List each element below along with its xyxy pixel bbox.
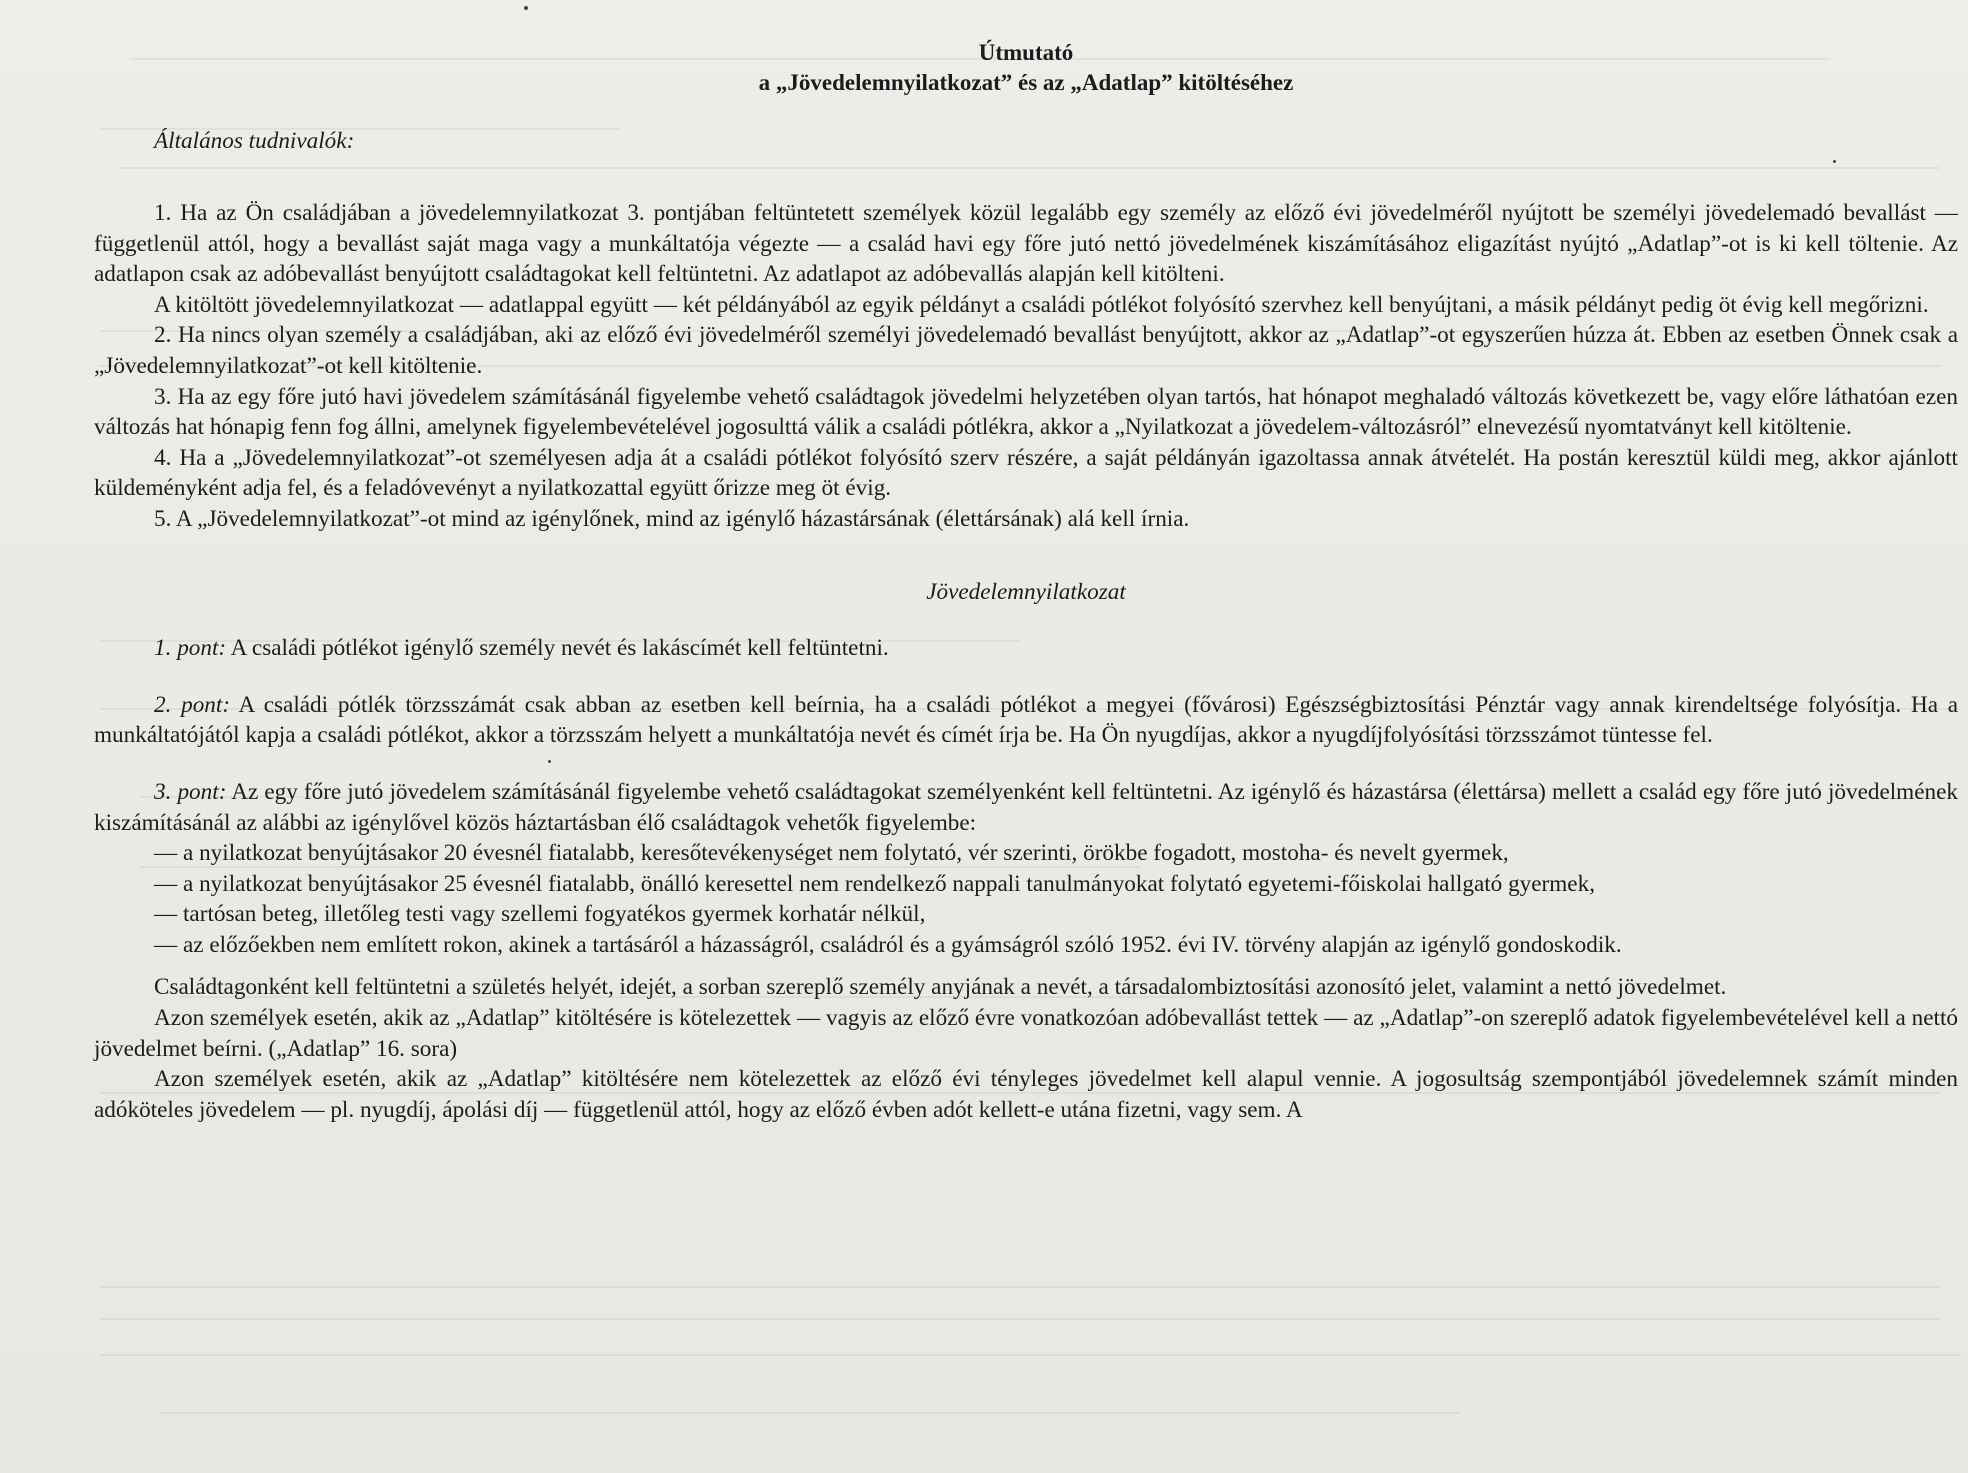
adatlap-required-paragraph: Azon személyek esetén, akik az „Adatlap” kitöltésére is kötelezettek — vagyis az előző évre vonatkozóan adóbevallást tettek — az „Adatlap”-on szereplő adatok figyelembevételével kell a nettó jövedelmet beírni. („Adatlap” 16. sora)	[94, 1005, 1958, 1062]
page-title: Útmutató	[978, 40, 1074, 65]
point-1-text: A családi pótlékot igénylő személy nevét és lakáscímét kell feltüntetni.	[226, 635, 889, 662]
general-paragraph-2: 2. Ha nincs olyan személy a családjában, aki az előző évi jövedelméről személyi jövedelemadó bevallást benyújtott, akkor az „Adatlap”-ot egyszerűen húzza át. Ebben az esetben Önnek csak a „Jövedelemnyilatkozat”-ot kell kitöltenie.	[94, 322, 1958, 379]
general-paragraph-1b: A kitöltött jövedelemnyilatkozat — adatlappal együtt — két példányából az egyik példányt a családi pótlékot folyósító szervhez kell benyújtani, a másik példányt pedig öt évig kell megőrizni.	[154, 291, 1929, 318]
list-item: — az előzőekben nem említett rokon, akinek a tartásáról a házasságról, családról és a gyámságról szóló 1952. évi IV. törvény alapján az igénylő gondoskodik.	[154, 931, 1622, 958]
page-subtitle: a „Jövedelemnyilatkozat” és az „Adatlap” kitöltéséhez	[758, 70, 1294, 95]
general-paragraph-4: 4. Ha a „Jövedelemnyilatkozat”-ot személyesen adja át a családi pótlékot folyósító szerv részére, a saját példányán igazoltassa annak átvételét. Ha postán keresztül küldi meg, akkor ajánlott küldeményként adja fel, és a feladóvevényt a nyilatkozattal együtt őrizze meg öt évig.	[94, 444, 1958, 502]
point-2-text: A családi pótlék törzsszámát csak abban az esetben kell beírnia, ha a családi pótlékot a megyei (fővárosi) Egészségbiztosítási Pénztár vagy annak kirendeltsége folyósítja. Ha a munkáltatójától kapja a családi pótlékot, akkor a törzsszám helyett a munkáltatója nevét és címét írja be. Ha Ön nyugdíjas, akkor a nyugdíjfolyósítási törzsszámot tüntesse fel.	[94, 691, 1959, 749]
speck	[524, 6, 528, 10]
list-item: — a nyilatkozat benyújtásakor 20 évesnél fiatalabb, keresőtevékenységet nem folytató, vér szerinti, örökbe fogadott, mostoha- és nevelt gyermek,	[154, 840, 1509, 867]
point-2-label: 2. pont:	[154, 691, 231, 718]
general-heading: Általános tudnivalók:	[154, 128, 355, 154]
general-paragraph-1: 1. Ha az Ön családjában a jövedelemnyilatkozat 3. pontjában feltüntetett személyek közül legalább egy személy az előző évi jövedelméről nyújtott be személyi jövedelemadó bevallást — függetlenül attól, hogy a bevallást saját maga vagy a munkáltatója végezte — a család havi egy főre jutó nettó jövedelmének kiszámításához eligazítást nyújtó „Adatlap”-ot is ki kell töltenie. Az adatlapon csak az adóbevallást benyújtott családtagokat kell feltüntetni. Az adatlapot az adóbevallás alapján kell kitölteni.	[94, 200, 1958, 288]
point-3	[94, 777, 1958, 838]
point-1-label: 1. pont:	[154, 635, 227, 662]
members-paragraph: Családtagonként kell feltüntetni a születés helyét, idejét, a sorban szereplő személy anyjának a nevét, a társadalombiztosítási azonosító jelet, valamint a nettó jövedelmet.	[154, 974, 1727, 1001]
point-3-label: 3. pont:	[154, 778, 227, 805]
general-paragraph-5: 5. A „Jövedelemnyilatkozat”-ot mind az igénylőnek, mind az igénylő házastársának (élettársának) alá kell írnia.	[154, 505, 1190, 532]
document-body	[94, 38, 1958, 1125]
adatlap-not-required-paragraph: Azon személyek esetén, akik az „Adatlap” kitöltésére nem kötelezettek az előző évi tényleges jövedelmet kell alapul vennie. A jogosultság szempontjából jövedelemnek számít minden adóköteles jövedelem — pl. nyugdíj, ápolási díj — függetlenül attól, hogy az előző évben adót kellett-e utána fizetni, vagy sem. A	[94, 1066, 1958, 1123]
point-1	[94, 633, 1958, 664]
point-2	[94, 690, 1958, 751]
list-item: — tartósan beteg, illetőleg testi vagy szellemi fogyatékos gyermek korhatár nélkül,	[154, 901, 926, 928]
list-item: — a nyilatkozat benyújtásakor 25 évesnél fiatalabb, önálló keresettel nem rendelkező nappali tanulmányokat folytató egyetemi-főiskolai hallgató gyermek,	[154, 870, 1595, 897]
section-heading-income-declaration: Jövedelemnyilatkozat	[926, 578, 1126, 605]
point-3-text: Az egy főre jutó jövedelem számításánál figyelembe vehető családtagokat személyenként kell feltüntetni. Az igénylő és házastársa (élettársa) mellett a család egy főre jutó jövedelmének kiszámításánál az alábbi az igénylővel közös háztartásban élő családtagok vehetők figyelembe:	[94, 778, 1958, 836]
general-paragraph-3: 3. Ha az egy főre jutó havi jövedelem számításánál figyelembe vehető családtagok jövedelmi helyzetében olyan tartós, hat hónapot meghaladó változás következett be, vagy előre láthatóan ezen változás hat hónapig fenn fog állni, amelynek figyelembevételével jogosulttá válik a családi pótlékra, akkor a „Nyilatkozat a jövedelem-változásról” elnevezésű nyomtatványt kell kitöltenie.	[94, 383, 1958, 441]
